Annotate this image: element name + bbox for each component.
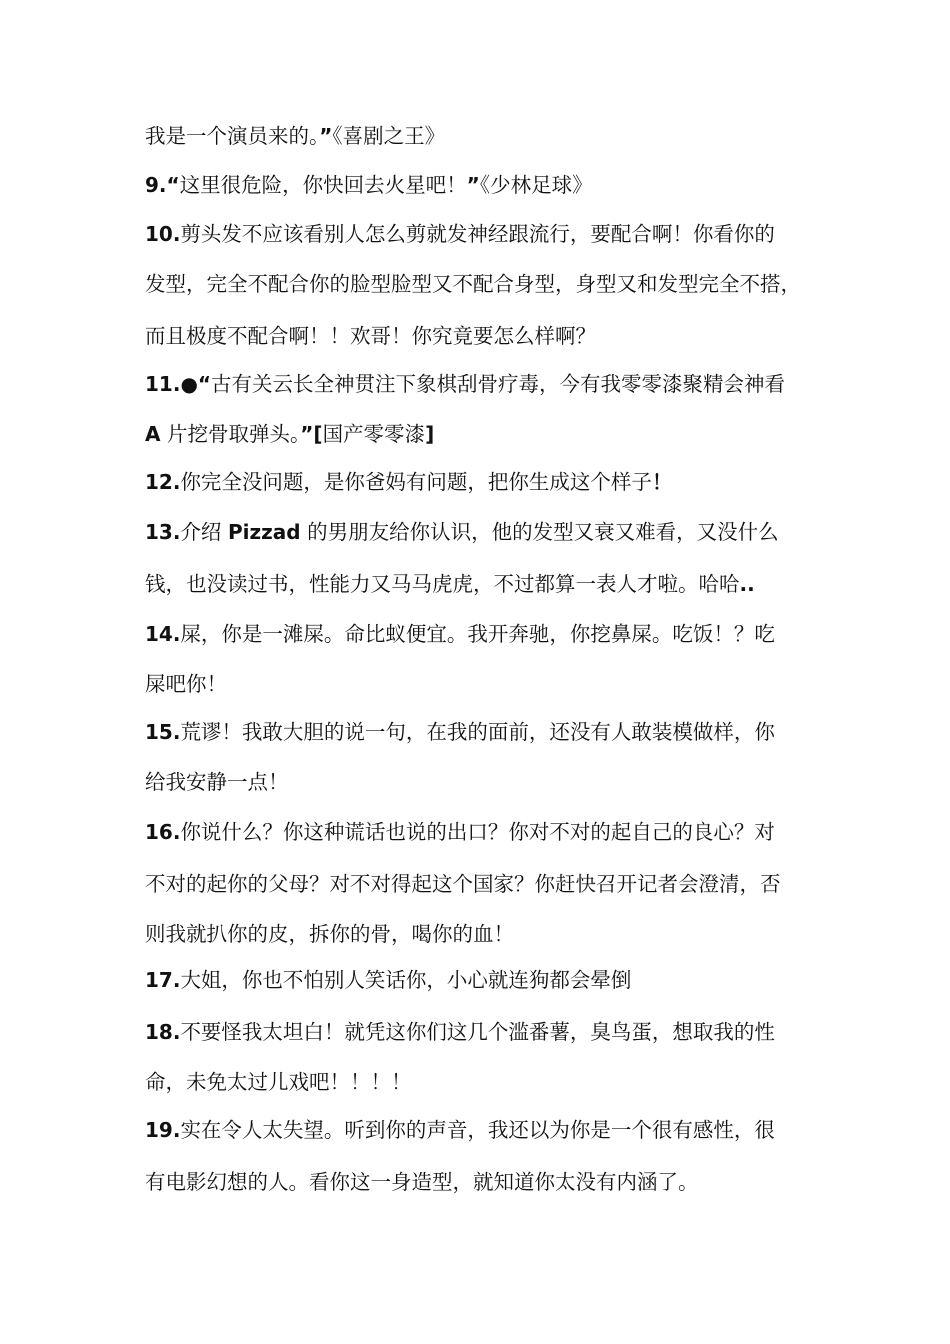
bold-text: 17. [145, 968, 181, 992]
bold-text: 10. [145, 222, 181, 246]
text-segment: 而且极度不配合啊！！欢哥！你究竟要怎么样啊？ [145, 324, 596, 348]
bold-text: 11. [145, 372, 181, 396]
bold-text: A [145, 422, 161, 446]
text-line [145, 122, 815, 150]
text-segment: 屎，你是一滩屎。命比蚁便宜。我开奔驰，你挖鼻屎。吃饭！？吃 [180, 622, 775, 646]
text-segment: 《喜剧之王》 [332, 124, 446, 148]
text-line [145, 322, 815, 350]
text-line [145, 870, 815, 898]
bold-text: 9. [145, 173, 167, 197]
bold-text: 16. [145, 820, 181, 844]
text-segment: 命，未免太过儿戏吧！！！！ [145, 1070, 412, 1094]
text-line [145, 370, 815, 398]
bold-text: 18. [145, 1020, 181, 1044]
text-line [145, 220, 815, 248]
bold-text: 13. [145, 520, 181, 544]
text-segment: 的男朋友给你认识，他的发型又衰又难看，又没什么 [300, 520, 779, 544]
bold-text: 14. [145, 622, 181, 646]
text-segment: 你说什么？你这种谎话也说的出口？你对不对的起自己的良心？对 [180, 820, 775, 844]
bold-text: ” [319, 124, 333, 148]
text-segment: 实在令人太失望。听到你的声音，我还以为你是一个很有感性，很 [180, 1118, 775, 1142]
text-line [145, 1068, 815, 1096]
text-line [145, 1168, 815, 1196]
text-line [145, 468, 815, 496]
text-line [145, 818, 815, 846]
bold-text: 19. [145, 1118, 181, 1142]
text-segment: 《少林足球》 [479, 173, 593, 197]
text-line [145, 1116, 815, 1144]
text-line [145, 518, 815, 546]
text-segment: 这里很危险，你快回去火星吧！ [179, 173, 467, 197]
text-line [145, 718, 815, 746]
text-line [145, 768, 815, 796]
bold-text: ” [466, 173, 480, 197]
text-segment: 介绍 [180, 520, 228, 544]
text-line [145, 620, 815, 648]
bold-text: .. [739, 572, 755, 596]
text-segment: 则我就扒你的皮，拆你的骨，喝你的血！ [145, 922, 514, 946]
text-line [145, 966, 815, 994]
text-line [145, 670, 815, 698]
text-segment: 屎吧你！ [145, 672, 227, 696]
text-line [145, 1018, 815, 1046]
text-segment: 我是一个演员来的。 [145, 124, 320, 148]
text-line [145, 570, 815, 598]
text-segment: 大姐，你也不怕别人笑话你，小心就连狗都会晕倒 [180, 968, 632, 992]
text-segment: 发型，完全不配合你的脸型脸型又不配合身型，身型又和发型完全不搭， [145, 272, 801, 296]
text-line [145, 920, 815, 948]
text-segment: 不要怪我太坦白！就凭这你们这几个滥番薯，臭鸟蛋，想取我的性 [180, 1020, 775, 1044]
text-segment: 片挖骨取弹头。 [160, 422, 301, 446]
text-line [145, 420, 815, 448]
text-segment: 钱，也没读过书，性能力又马马虎虎，不过都算一表人才啦。哈哈 [145, 572, 740, 596]
text-segment: 古有关云长全神贯注下象棋刮骨疗毒，今有我零零漆聚精会神看 [211, 372, 786, 396]
text-segment: 荒谬！我敢大胆的说一句，在我的面前，还没有人敢装模做样，你 [180, 720, 775, 744]
text-line [145, 171, 815, 199]
text-segment: 给我安静一点！ [145, 770, 289, 794]
text-segment: 有电影幻想的人。看你这一身造型，就知道你太没有内涵了。 [145, 1170, 699, 1194]
bold-text: 12. [145, 470, 181, 494]
bold-text: ●“ [180, 372, 212, 396]
bold-text: ！ [651, 470, 672, 494]
bold-text: ”[ [300, 422, 323, 446]
text-segment: 剪头发不应该看别人怎么剪就发神经跟流行，要配合啊！你看你的 [180, 222, 775, 246]
bold-text: “ [166, 173, 180, 197]
bold-text: 15. [145, 720, 181, 744]
text-segment: 不对的起你的父母？对不对得起这个国家？你赶快召开记者会澄清，否 [145, 872, 781, 896]
bold-text: Pizzad [227, 520, 301, 544]
bold-text: ] [425, 422, 435, 446]
text-segment: 国产零零漆 [322, 422, 426, 446]
text-line [145, 270, 815, 298]
text-segment: 你完全没问题，是你爸妈有问题，把你生成这个样子 [180, 470, 652, 494]
